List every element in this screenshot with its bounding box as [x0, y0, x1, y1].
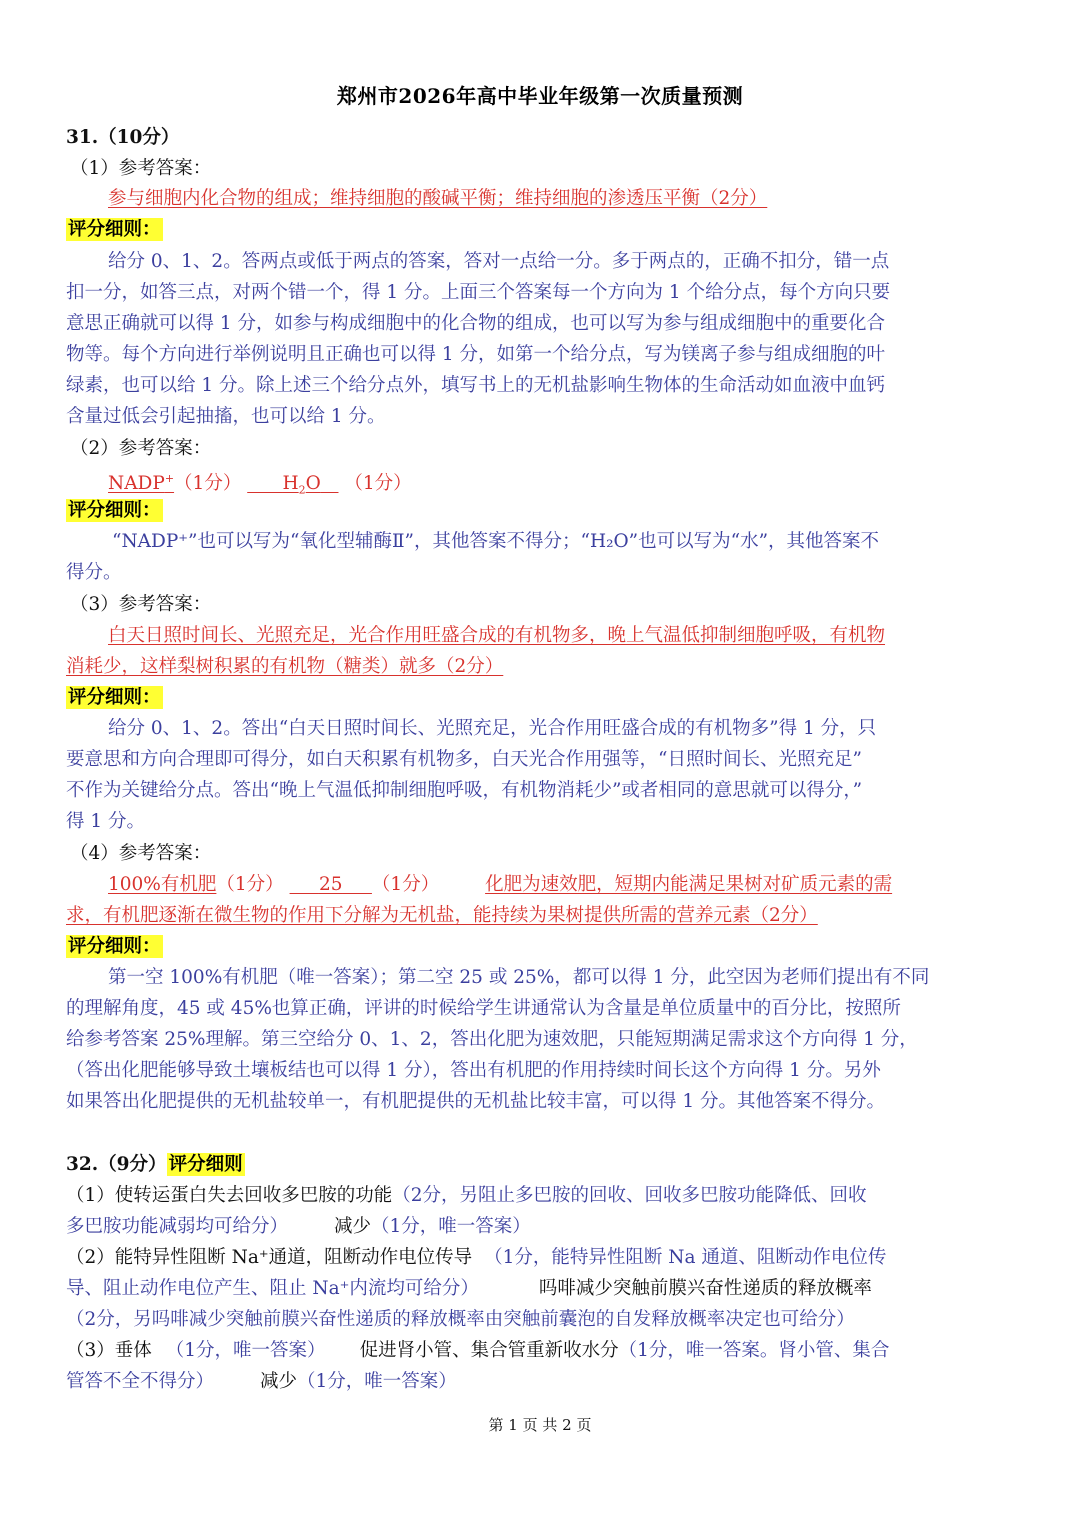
rubric-highlight: 评分细则: [168, 1154, 243, 1175]
score: （1分）: [216, 874, 284, 895]
rubric-line: 第一空 100%有机肥（唯一答案）；第二空 25 或 25%，都可以得 1 分，此空因为老师们提出有不同: [108, 967, 930, 988]
score: （1分）: [174, 473, 242, 495]
q32-title: 32.（9分）: [66, 1154, 167, 1175]
rubric-highlight: 评分细则：: [68, 687, 161, 708]
q31-part4-answer-cont: [66, 904, 1016, 928]
answer-text: 白天日照时间长、光照充足，光合作用旺盛合成的有机物多，晚上气温低抑制细胞呼吸，有机物: [108, 625, 886, 646]
rubric-line: 如果答出化肥提供的无机盐较单一，有机肥提供的无机盐比较丰富，可以得 1 分。其他答案不得分。: [66, 1091, 886, 1112]
rubric-text: （2分，另阻止多巴胺的回收、回收多巴胺功能降低、回收: [392, 1185, 867, 1206]
q31-part1-rubric-label: [66, 218, 1016, 242]
rubric-line: 给参考答案 25%理解。第三空给分 0、1、2，答出化肥为速效肥，只能短期满足需求这个方向得 1 分，: [66, 1029, 918, 1050]
rubric-line: “NADP⁺”也可以写为“氧化型辅酶Ⅱ”，其他答案不得分；“H₂O”也可以写为“水”，其他答案不: [112, 531, 880, 552]
rubric-text: （1分，唯一答案）: [297, 1371, 457, 1392]
answer-text: 减少: [260, 1371, 298, 1392]
rubric-line: 得分。: [66, 562, 122, 583]
answer-text: 求，有机肥逐渐在微生物的作用下分解为无机盐，能持续为果树提供所需的营养元素（2分）: [66, 905, 818, 926]
q31-part4-rubric-label: [66, 935, 1016, 959]
q32-part2-rubric: （2分，另吗啡减少突触前膜兴奋性递质的释放概率由突触前囊泡的自发释放概率决定也可给分）: [66, 1309, 855, 1330]
rubric-text: 管答不全不得分）: [66, 1371, 215, 1392]
rubric-line: 要意思和方向合理即可得分，如白天积累有机物多，白天光合作用强等，“日照时间长、光照充足”: [66, 749, 862, 770]
q31-part2-answer: [108, 467, 1058, 503]
rubric-text: （1分，能特异性阻断 Na 通道、阻断动作电位传: [484, 1247, 887, 1268]
rubric-text: 导、阻止动作电位产生、阻止 Na⁺内流均可给分）: [66, 1278, 479, 1299]
answer-text: （3）垂体: [66, 1340, 152, 1361]
answer-text: 促进肾小管、集合管重新收水分: [359, 1340, 619, 1361]
page-title: 郑州市2026年高中毕业年级第一次质量预测: [336, 84, 744, 108]
rubric-line: 得 1 分。: [66, 811, 146, 832]
rubric-line: 含量过低会引起抽搐，也可以给 1 分。: [66, 406, 386, 427]
q32-part2-cont: [66, 1277, 1016, 1301]
rubric-line: 物等。每个方向进行举例说明且正确也可以得 1 分，如第一个给分点，写为镁离子参与组成细胞的叶: [66, 344, 886, 365]
rubric-text: （1分，唯一答案。肾小管、集合: [618, 1340, 890, 1361]
q31-heading: 31.（10分）: [66, 127, 180, 148]
rubric-text: （1分，唯一答案）: [165, 1340, 326, 1361]
q31-part2-label: （2）参考答案：: [70, 438, 212, 459]
rubric-line: 不作为关键给分点。答出“晚上气温低抑制细胞呼吸，有机物消耗少”或者相同的意思就可以得分，”: [66, 780, 863, 801]
answer-text: 参与细胞内化合物的组成；维持细胞的酸碱平衡；维持细胞的渗透压平衡（2分）: [108, 188, 768, 209]
answer-text: 消耗少，这样梨树积累的有机物（糖类）就多（2分）: [66, 656, 504, 677]
q31-part3-answer: [108, 624, 1058, 648]
answer-water: $H_2O$: [282, 473, 321, 497]
rubric-highlight: 评分细则：: [68, 219, 161, 240]
page-footer: 第 1 页 共 2 页: [488, 1416, 592, 1434]
q31-part4-answer: [108, 873, 1058, 897]
rubric-line: 的理解角度，45 或 45%也算正确，评讲的时候给学生讲通常认为含量是单位质量中的百分比，按照所: [66, 998, 901, 1019]
q32-part2: [66, 1246, 1016, 1270]
answer-text: （1）使转运蛋白失去回收多巴胺的功能: [66, 1185, 393, 1206]
q31-part2-rubric-label: [66, 499, 1016, 523]
rubric-highlight: 评分细则：: [68, 936, 161, 957]
q31-part1-answer: [108, 187, 1058, 211]
rubric-line: （答出化肥能够导致土壤板结也可以得 1 分），答出有机肥的作用持续时间长这个方向得 1 分。另外: [66, 1060, 881, 1081]
rubric-line: 意思正确就可以得 1 分，如参与构成细胞中的化合物的组成，也可以写为参与组成细胞中的重要化合: [66, 313, 886, 334]
answer-25: 25: [318, 874, 343, 895]
rubric-line: 给分 0、1、2。答出“白天日照时间长、光照充足，光合作用旺盛合成的有机物多”得 1 分，只: [108, 718, 877, 739]
rubric-text: 多巴胺功能减弱均可给分）: [66, 1216, 289, 1237]
score: （1分）: [344, 473, 412, 495]
q31-part3-rubric-label: [66, 686, 1016, 710]
q32-part3: [66, 1339, 1016, 1363]
answer-organic: 100%有机肥: [108, 874, 217, 895]
answer-text: 减少: [334, 1216, 372, 1237]
rubric-line: 给分 0、1、2。答两点或低于两点的答案，答对一点给一分。多于两点的，正确不扣分，错一点: [108, 251, 890, 272]
q31-part1-label: （1）参考答案：: [70, 158, 212, 179]
rubric-line: 绿素，也可以给 1 分。除上述三个给分点外，填写书上的无机盐影响生物体的生命活动如血液中血钙: [66, 375, 886, 396]
answer-text: （2）能特异性阻断 Na⁺通道，阻断动作电位传导: [66, 1247, 473, 1268]
q32-part1: [66, 1184, 1016, 1208]
rubric-highlight: 评分细则：: [68, 500, 161, 521]
q32-part1-cont: [66, 1215, 1016, 1239]
q32-part3-cont: [66, 1370, 1016, 1394]
answer-text: 吗啡减少突触前膜兴奋性递质的释放概率: [538, 1278, 872, 1299]
q32-heading: [66, 1153, 1016, 1177]
q31-part3-label: （3）参考答案：: [70, 594, 212, 615]
q31-part3-answer-cont: [66, 655, 1016, 679]
q31-part4-label: （4）参考答案：: [70, 843, 212, 864]
rubric-text: （1分，唯一答案）: [371, 1216, 531, 1237]
answer-nadp: NADP+: [108, 472, 175, 495]
answer-text: 化肥为速效肥，短期内能满足果树对矿质元素的需: [485, 874, 893, 895]
score: （1分）: [371, 874, 440, 895]
rubric-line: 扣一分，如答三点，对两个错一个，得 1 分。上面三个答案每一个方向为 1 个给分点，每个方向只要: [66, 282, 891, 303]
